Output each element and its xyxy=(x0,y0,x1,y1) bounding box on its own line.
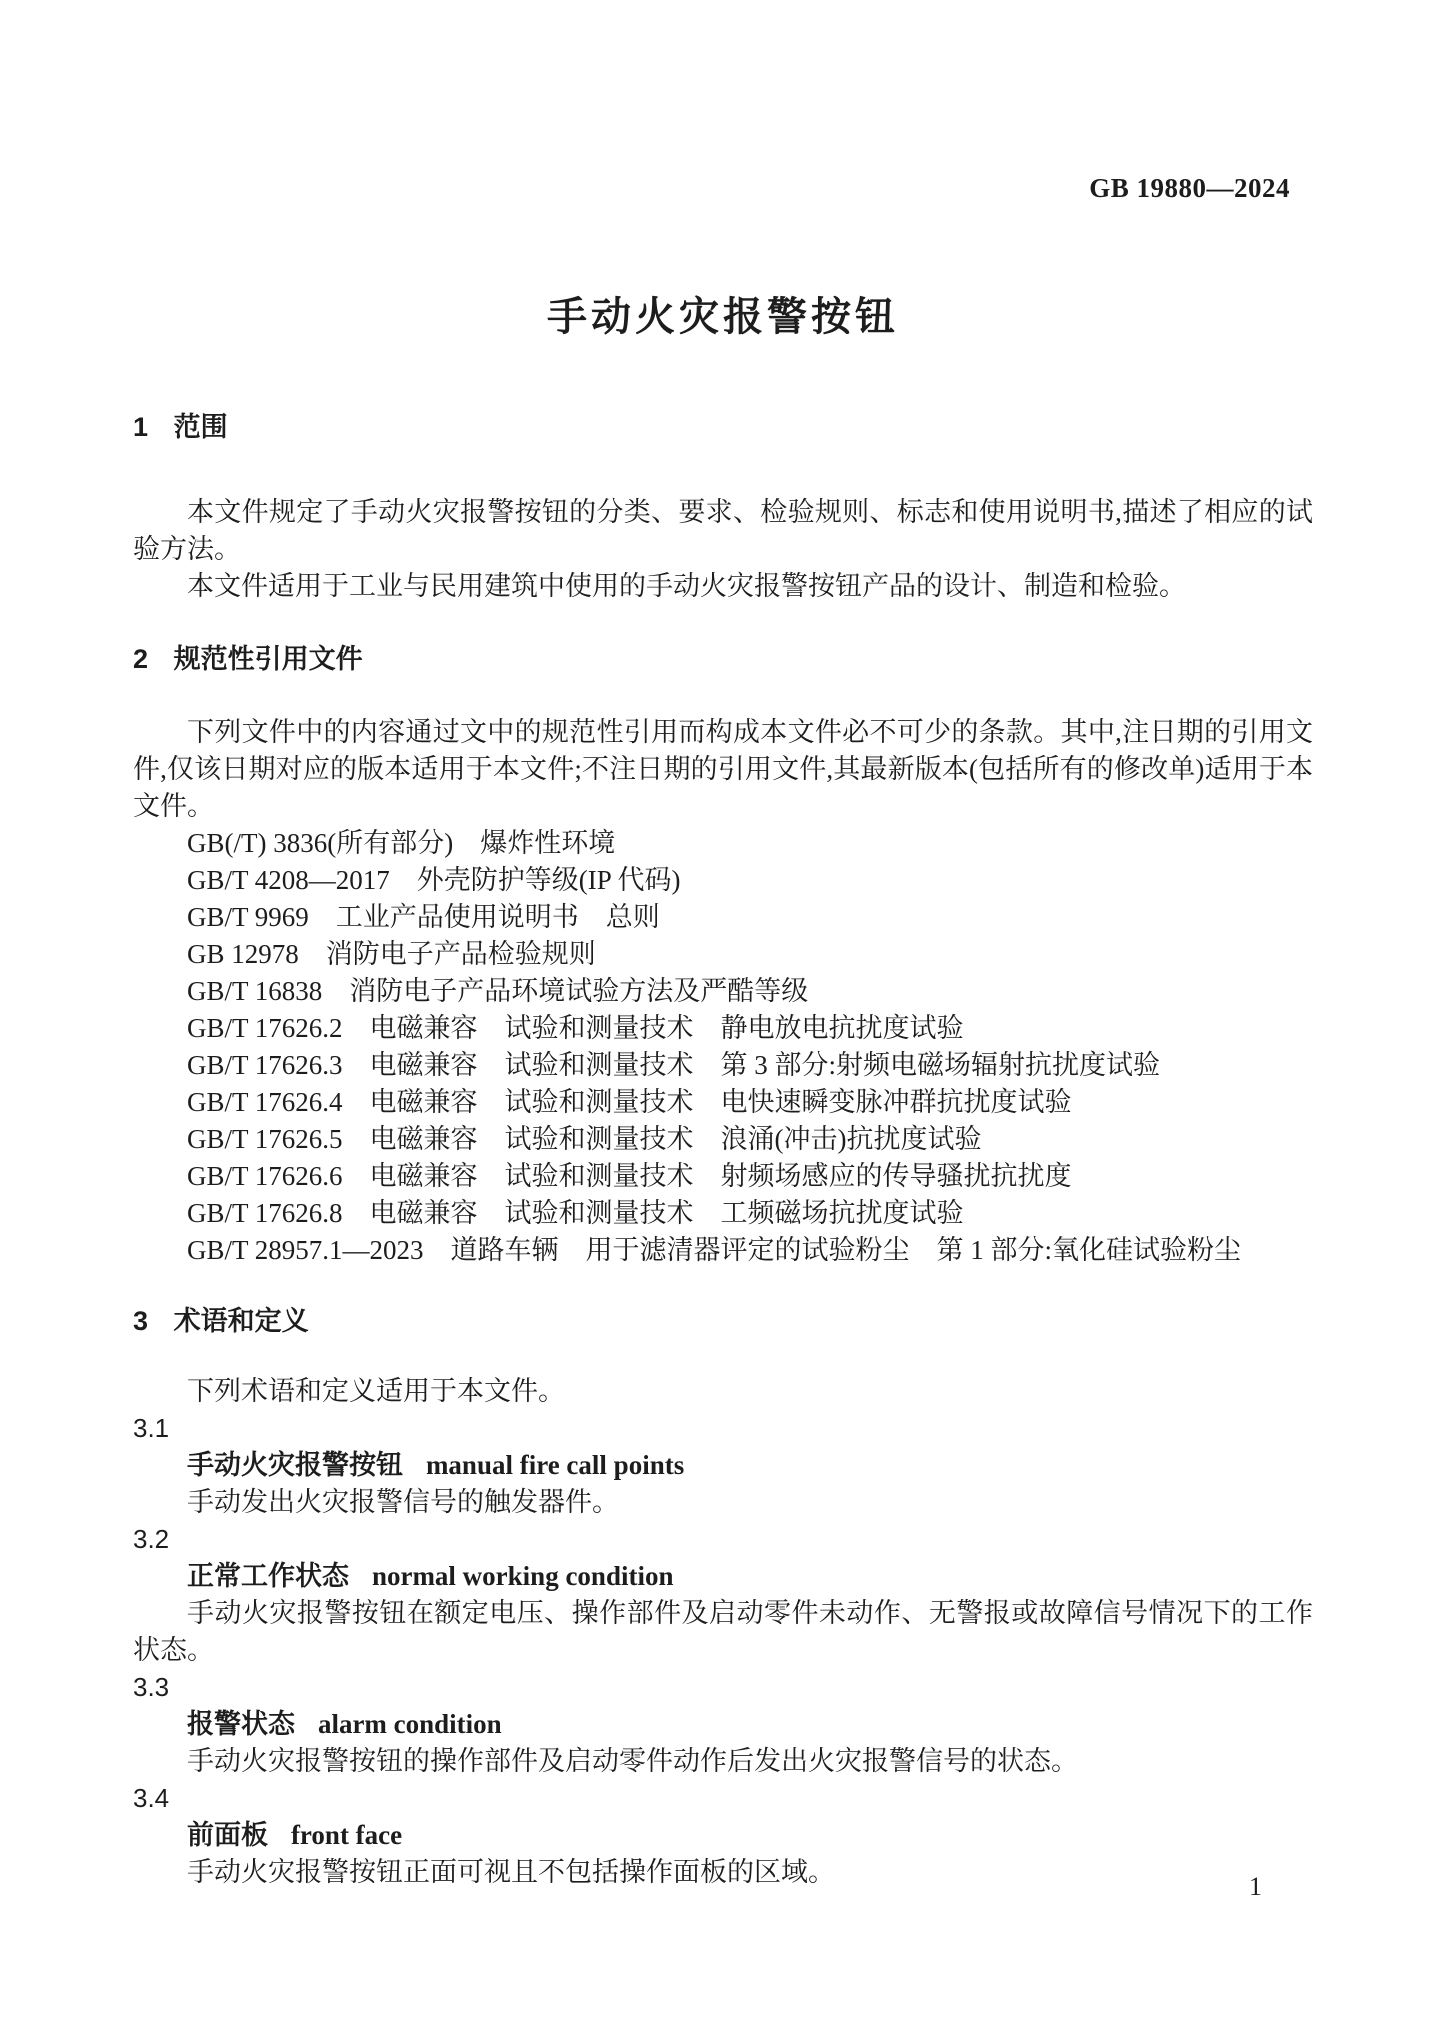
term-definition: 手动火灾报警按钮的操作部件及启动零件动作后发出火灾报警信号的状态。 xyxy=(187,1746,1078,1776)
section-heading-text: 术语和定义 xyxy=(173,1306,309,1336)
clause-number: 3.4 xyxy=(133,1783,170,1813)
clause-number: 3.3 xyxy=(133,1672,170,1702)
reference-item: GB 12978 消防电子产品检验规则 xyxy=(187,939,596,969)
term-name xyxy=(133,1706,1313,1743)
refs-intro-paragraph: 下列文件中的内容通过文中的规范性引用而构成本文件必不可少的条款。其中,注日期的引用文件,仅该日期对应的版本适用于本文件;不注日期的引用文件,其最新版本(包括所有的修改单)适用于本文件。 xyxy=(133,717,1313,821)
section-terms-definitions xyxy=(133,1303,1313,1891)
reference-item: GB/T 28957.1—2023 道路车辆 用于滤清器评定的试验粉尘 第 1 部分:氧化硅试验粉尘 xyxy=(187,1235,1242,1265)
scope-paragraph: 本文件适用于工业与民用建筑中使用的手动火灾报警按钮产品的设计、制造和检验。 xyxy=(187,571,1186,601)
section-scope xyxy=(133,409,1313,605)
section-heading-text: 规范性引用文件 xyxy=(173,644,363,674)
term-name-zh: 报警状态 xyxy=(187,1709,295,1739)
terms-intro: 下列术语和定义适用于本文件。 xyxy=(187,1376,565,1406)
term-name-en: normal working condition xyxy=(371,1561,674,1591)
document-title: 手动火灾报警按钮 xyxy=(547,295,899,339)
section-normative-references xyxy=(133,641,1313,1269)
section-number: 2 xyxy=(133,644,149,674)
reference-item: GB/T 17626.4 电磁兼容 试验和测量技术 电快速瞬变脉冲群抗扰度试验 xyxy=(187,1087,1072,1117)
reference-item: GB/T 9969 工业产品使用说明书 总则 xyxy=(187,902,660,932)
section-heading-text: 范围 xyxy=(173,412,228,442)
reference-item: GB(/T) 3836(所有部分) 爆炸性环境 xyxy=(187,828,616,858)
term-definition: 手动发出火灾报警信号的触发器件。 xyxy=(187,1487,619,1517)
clause-number: 3.1 xyxy=(133,1413,170,1443)
scope-paragraph: 本文件规定了手动火灾报警按钮的分类、要求、检验规则、标志和使用说明书,描述了相应的试验方法。 xyxy=(133,497,1313,564)
term-name-zh: 前面板 xyxy=(187,1820,268,1850)
term-entry xyxy=(133,1669,1313,1780)
term-definition: 手动火灾报警按钮正面可视且不包括操作面板的区域。 xyxy=(187,1857,835,1887)
term-entry xyxy=(133,1410,1313,1521)
term-name-zh: 正常工作状态 xyxy=(187,1561,349,1591)
term-definition: 手动火灾报警按钮在额定电压、操作部件及启动零件未动作、无警报或故障信号情况下的工作状态。 xyxy=(133,1598,1313,1665)
section-number: 1 xyxy=(133,412,149,442)
section-scope-heading xyxy=(133,409,1313,446)
section-refs-heading xyxy=(133,641,1313,678)
term-entry xyxy=(133,1521,1313,1669)
reference-item: GB/T 4208—2017 外壳防护等级(IP 代码) xyxy=(187,865,681,895)
page-number: 1 xyxy=(1249,1872,1262,1901)
section-terms-heading xyxy=(133,1303,1313,1340)
term-name xyxy=(133,1817,1313,1854)
term-name xyxy=(133,1558,1313,1595)
reference-item: GB/T 17626.8 电磁兼容 试验和测量技术 工频磁场抗扰度试验 xyxy=(187,1198,964,1228)
reference-item: GB/T 17626.6 电磁兼容 试验和测量技术 射频场感应的传导骚扰抗扰度 xyxy=(187,1161,1072,1191)
term-name-en: manual fire call points xyxy=(425,1450,685,1480)
term-name xyxy=(133,1447,1313,1484)
reference-item: GB/T 16838 消防电子产品环境试验方法及严酷等级 xyxy=(187,976,809,1006)
term-entry xyxy=(133,1780,1313,1891)
standard-number: GB 19880—2024 xyxy=(1089,173,1290,203)
reference-item: GB/T 17626.2 电磁兼容 试验和测量技术 静电放电抗扰度试验 xyxy=(187,1013,964,1043)
term-name-zh: 手动火灾报警按钮 xyxy=(187,1450,403,1480)
section-number: 3 xyxy=(133,1306,149,1336)
term-name-en: alarm condition xyxy=(317,1709,502,1739)
clause-number: 3.2 xyxy=(133,1524,170,1554)
term-name-en: front face xyxy=(290,1820,403,1850)
page-content xyxy=(0,293,1445,1891)
reference-list xyxy=(133,825,1313,1269)
reference-item: GB/T 17626.3 电磁兼容 试验和测量技术 第 3 部分:射频电磁场辐射抗扰度试验 xyxy=(187,1050,1161,1080)
reference-item: GB/T 17626.5 电磁兼容 试验和测量技术 浪涌(冲击)抗扰度试验 xyxy=(187,1124,982,1154)
